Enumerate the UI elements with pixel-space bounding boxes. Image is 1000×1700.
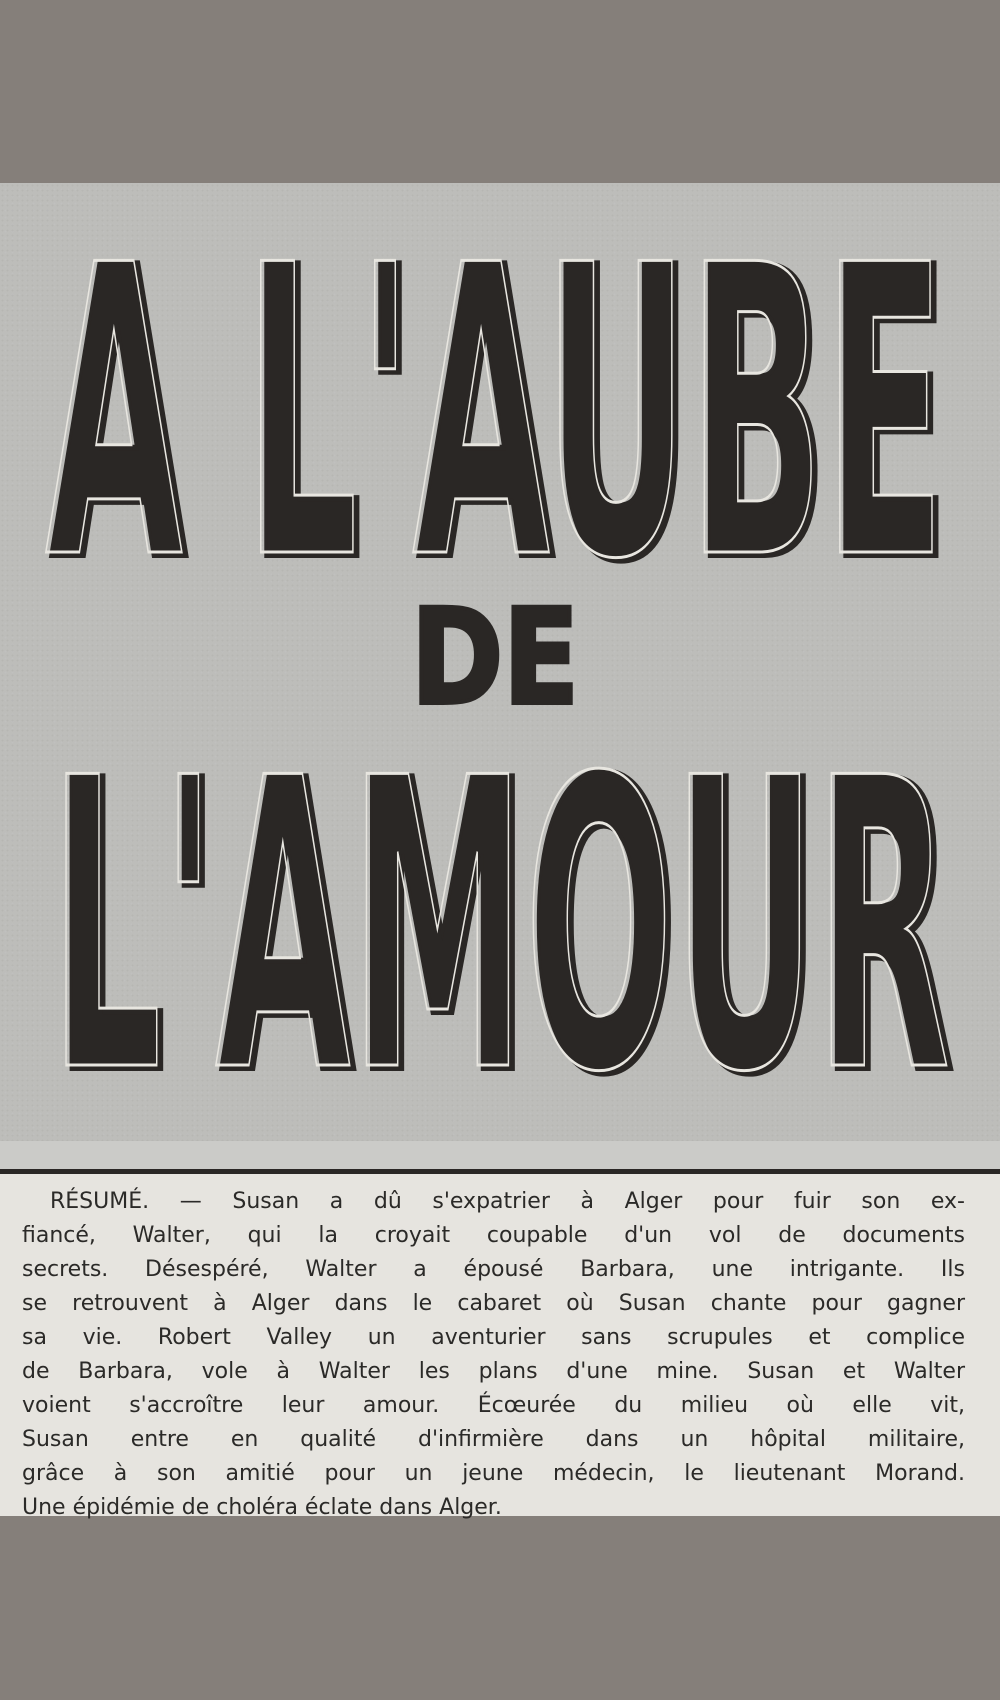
title-line-3 xyxy=(50,695,955,1141)
resume-line-8: Susan entre en qualité d'infirmière dans un hôpital militaire, xyxy=(22,1427,965,1452)
magazine-scan xyxy=(0,183,1000,1520)
title-line-1 xyxy=(45,183,950,650)
resume-line-4: se retrouvent à Alger dans le cabaret où Susan chante pour gagner xyxy=(22,1291,965,1316)
resume-line-5: sa vie. Robert Valley un aventurier sans scrupules et complice xyxy=(22,1325,965,1350)
title-line-3-text: L'AMOUR xyxy=(55,698,955,1141)
resume-line-7: voient s'accroître leur amour. Écœurée du milieu où elle vit, xyxy=(22,1393,965,1418)
title-line-3-inline: L'AMOUR xyxy=(50,695,950,1141)
resume-line-2: fiancé, Walter, qui la croyait coupable d'un vol de documents xyxy=(22,1223,965,1248)
title-line-2-text: DE xyxy=(411,581,579,735)
resume-line-1: RÉSUMÉ. — Susan a dû s'expatrier à Alger pour fuir son ex- xyxy=(50,1189,965,1214)
title-line-1-text: A L'AUBE xyxy=(50,185,950,650)
resume-line-9: grâce à son amitié pour un jeune médecin, le lieutenant Morand. xyxy=(22,1461,965,1486)
resume-line-3: secrets. Désespéré, Walter a épousé Barbara, une intrigante. Ils xyxy=(22,1257,965,1282)
resume-panel xyxy=(0,1174,1000,1520)
resume-line-10: Une épidémie de choléra éclate dans Alger. xyxy=(22,1495,502,1520)
title-art xyxy=(0,183,1000,1141)
resume-line-6: de Barbara, vole à Walter les plans d'une mine. Susan et Walter xyxy=(22,1359,965,1384)
title-panel xyxy=(0,183,1000,1141)
title-line-1-inline: A L'AUBE xyxy=(45,183,945,647)
